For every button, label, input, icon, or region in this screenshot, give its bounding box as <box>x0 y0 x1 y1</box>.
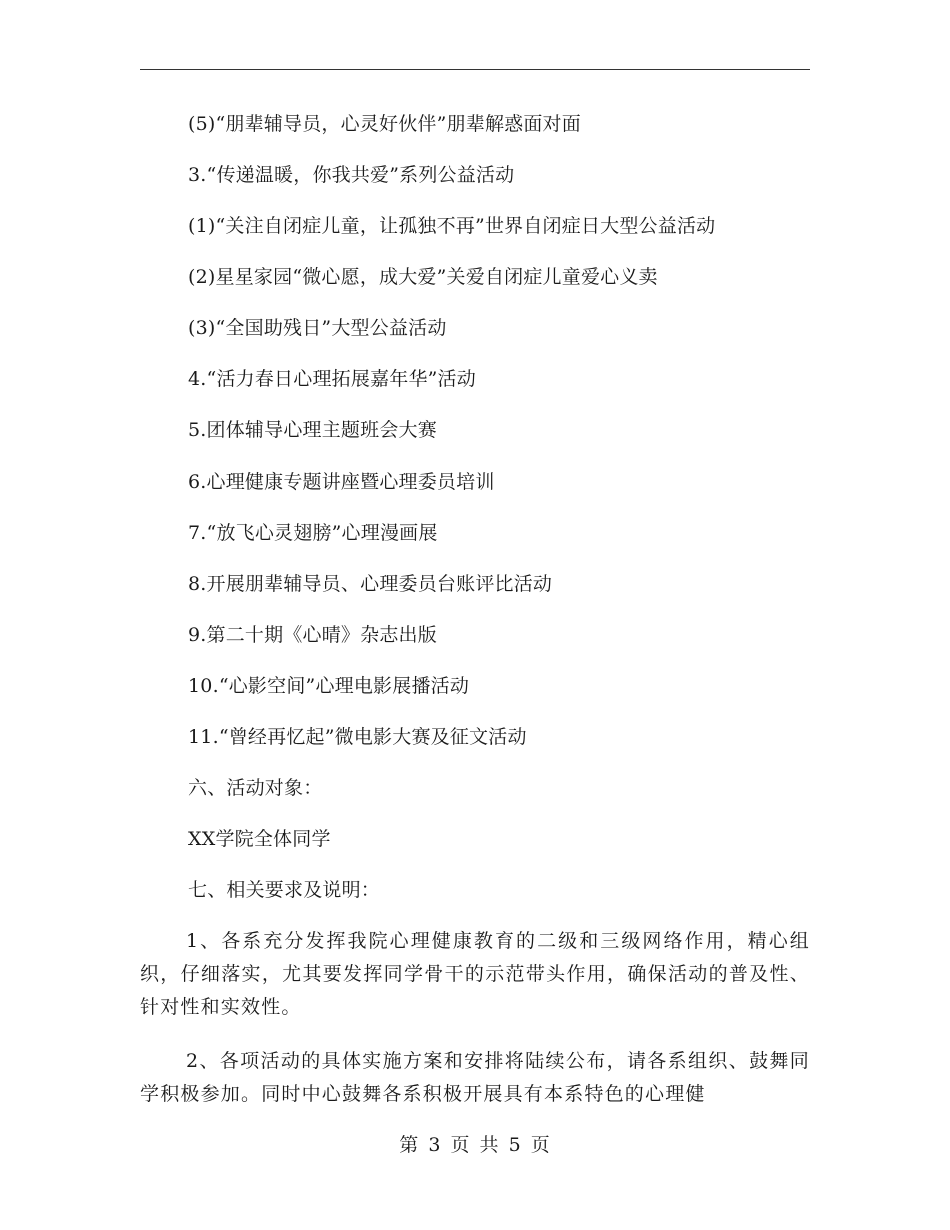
list-item: 9.第二十期《心晴》杂志出版 <box>188 624 437 646</box>
list-item: 10.“心影空间”心理电影展播活动 <box>188 675 470 697</box>
list-item: 6.心理健康专题讲座暨心理委员培训 <box>188 471 495 493</box>
section-heading-audience: 六、活动对象： <box>188 777 323 799</box>
list-item: (1)“关注自闭症儿童，让孤独不再”世界自闭症日大型公益活动 <box>188 215 716 237</box>
section-heading-requirements: 七、相关要求及说明： <box>188 879 381 901</box>
section-body-audience: XX学院全体同学 <box>188 828 331 850</box>
header-rule <box>140 69 810 70</box>
list-item: 7.“放飞心灵翅膀”心理漫画展 <box>188 522 438 544</box>
footer-total-word: 共 <box>479 1134 500 1156</box>
footer-total-pages: 5 <box>508 1134 522 1156</box>
paragraph-requirement-1: 1、各系充分发挥我院心理健康教育的二级和三级网络作用，精心组织，仔细落实，尤其要发挥同学骨干的示范带头作用，确保活动的普及性、针对性和实效性。 <box>140 930 810 1018</box>
list-item: 4.“活力春日心理拓展嘉年华”活动 <box>188 368 476 390</box>
list-item: 3.“传递温暖，你我共爱”系列公益活动 <box>188 164 515 186</box>
list-item: 8.开展朋辈辅导员、心理委员台账评比活动 <box>188 573 553 595</box>
footer-suffix: 页 <box>530 1134 551 1156</box>
list-item: 5.团体辅导心理主题班会大赛 <box>188 419 437 441</box>
paragraph-requirement-2: 2、各项活动的具体实施方案和安排将陆续公布，请各系组织、鼓舞同学积极参加。同时中心鼓舞各系积极开展具有本系特色的心理健 <box>140 1050 810 1105</box>
list-item: (2)星星家园“微心愿，成大爱”关爱自闭症儿童爱心义卖 <box>188 266 658 288</box>
list-item: 11.“曾经再忆起”微电影大赛及征文活动 <box>188 726 527 748</box>
list-item: (3)“全国助残日”大型公益活动 <box>188 317 447 339</box>
footer-current-page: 3 <box>428 1134 442 1156</box>
footer-prefix: 第 <box>399 1134 420 1156</box>
list-item: (5)“朋辈辅导员，心灵好伙伴”朋辈解惑面对面 <box>188 113 581 135</box>
page-footer <box>0 1133 950 1157</box>
footer-page-word: 页 <box>450 1134 471 1156</box>
